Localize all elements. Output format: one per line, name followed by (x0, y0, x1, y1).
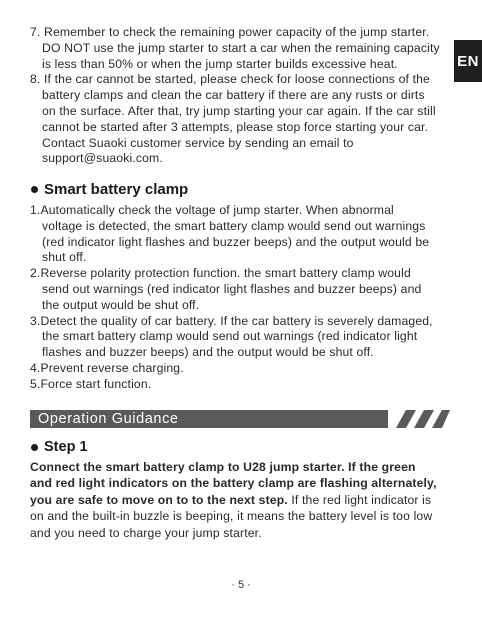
smart-clamp-list (30, 203, 460, 393)
step-1-heading (30, 439, 88, 455)
step-1-bold-text: Connect the smart battery clamp to U28 jump starter. If the green and red light indicators on the battery clamp are flashing alternately, you are safe to move on to to the next step. (30, 460, 437, 507)
bullet-icon (31, 186, 38, 193)
smart-clamp-heading-text: Smart battery clamp (44, 181, 189, 198)
step-1-paragraph (30, 459, 462, 541)
notes-section (30, 25, 460, 167)
list-item: 4.Prevent reverse charging. (30, 360, 184, 375)
smart-clamp-heading (30, 181, 188, 198)
list-item: 1.Automatically check the voltage of jump starter. When abnormal voltage is detected, the smart battery clamp would send out warnings (red indicator light flashes and buzzer beeps) and the output would be shut off. (30, 203, 430, 265)
list-item: 5.Force start function. (30, 376, 152, 391)
operation-guidance-banner (30, 410, 450, 428)
list-item: 3.Detect the quality of car battery. If the car battery is severely damaged, the smart battery clamp would send out warnings (red indicator light flashes and buzzer beeps) and the output would be shut off. (30, 313, 433, 360)
list-item: 2.Reverse polarity protection function. the smart battery clamp would send out warnings (red indicator light flashes and buzzer beeps) and the output would be shut off. (30, 266, 422, 312)
step-1-normal-text: If the red light indicator is on and the built-in buzzle is beeping, it means the battery level is too low and you need to charge your jump starter. (30, 492, 433, 540)
bullet-icon (31, 444, 38, 451)
step-1-body (30, 459, 462, 541)
step-1-heading-text: Step 1 (44, 439, 88, 455)
note-item-8: 8. If the car cannot be started, please check for loose connections of the battery clamps and clean the car battery if there are any rusts or dirts on the surface. After that, try jump starting your car again. If the car still cannot be started after 3 attempts, please stop force starting your car. Contact Suaoki customer service by sending an email to support@suaoki.com. (30, 72, 436, 166)
page-number: · 5 · (231, 579, 251, 591)
note-item-7: 7. Remember to check the remaining power capacity of the jump starter. DO NOT use the jump starter to start a car when the remaining capacity is less than 50% or when the jump starter builds excessive heat. (30, 25, 440, 71)
language-tab-label: EN (457, 52, 479, 70)
operation-guidance-title: Operation Guidance (38, 411, 179, 427)
